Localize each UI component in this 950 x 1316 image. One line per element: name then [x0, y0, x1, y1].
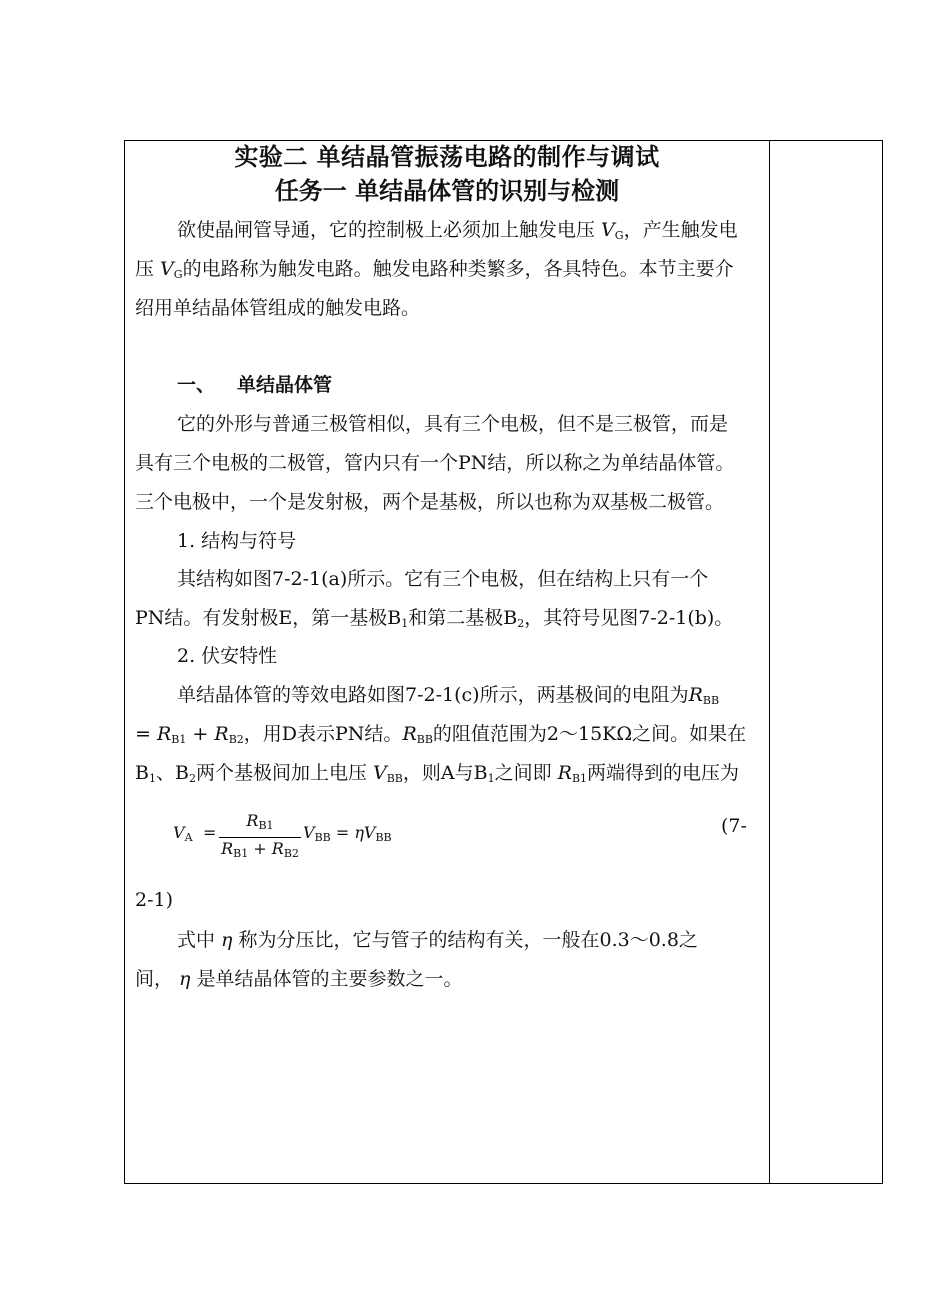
resistance-symbol: R [557, 762, 572, 784]
resistance-symbol: R [246, 811, 259, 830]
text-span: 的阻值范围为2～15KΩ之间。如果在 [432, 723, 747, 745]
equals-sign: = [203, 823, 217, 842]
section-para-line-1: 它的外形与普通三极管相似，具有三个电极，但不是三极管，而是 [177, 413, 729, 435]
voltage-formula [173, 811, 473, 871]
subscript: B2 [228, 733, 244, 746]
text-span: 和第二基极B [408, 607, 518, 629]
subscript: 1 [401, 617, 409, 630]
subscript: 2 [188, 772, 196, 785]
subscript: BB [375, 831, 392, 844]
intro-line-2 [135, 256, 761, 288]
subscript: A [184, 831, 193, 844]
equals-sign: = [330, 823, 355, 842]
text-span: 、B [155, 762, 189, 784]
subscript: BB [702, 694, 720, 707]
equation-number-continued: 2-1) [135, 889, 174, 911]
resistance-symbol: R [402, 723, 417, 745]
subscript: 2 [517, 617, 525, 630]
intro-text-1-end: ，产生触发电 [623, 219, 738, 241]
text-span: ，其符号见图7-2-1(b)。 [524, 607, 734, 629]
subscript: BB [314, 831, 331, 844]
intro-text-2b: 的电路称为触发电路。触发电路种类繁多，各具特色。本节主要介 [182, 258, 734, 280]
formula-lhs [173, 823, 193, 844]
text-span: 称为分压比，它与管子的结构有关，一般在0.3～0.8之 [232, 929, 698, 951]
page-subtitle: 任务一 单结晶体管的识别与检测 [274, 176, 620, 205]
eta-symbol: η [354, 823, 364, 842]
section-para-line-3: 三个电极中，一个是发射极，两个是基极，所以也称为双基极二极管。 [135, 491, 725, 513]
text-span: 是单结晶体管的主要参数之一。 [190, 968, 463, 990]
subscript: BB [416, 733, 433, 746]
subscript: 1 [487, 772, 495, 785]
subsection-2-line-2 [135, 721, 761, 753]
intro-text-2a: 压 [135, 258, 161, 280]
content-table [124, 140, 883, 1184]
intro-line-1 [177, 217, 803, 249]
section-para-line-2: 具有三个电极的二极管，管内只有一个PN结，所以称之为单结晶体管。 [135, 452, 735, 474]
resistance-symbol: R [688, 684, 703, 706]
voltage-symbol: V [173, 823, 185, 842]
text-span: 两个基极间加上电压 [195, 762, 373, 784]
conclusion-line-1 [177, 927, 803, 953]
resistance-symbol: + R [248, 839, 284, 858]
text-span: + [186, 723, 215, 745]
eta-symbol: η [221, 929, 233, 951]
subscript: B2 [283, 847, 299, 860]
subsection-1-line-2 [135, 605, 761, 637]
voltage-symbol: V [160, 258, 174, 280]
side-cell [770, 141, 882, 1183]
section-heading [177, 372, 803, 398]
resistance-symbol: R [221, 839, 234, 858]
text-span: = [135, 723, 157, 745]
subscript: B1 [171, 733, 187, 746]
intro-line-3: 绍用单结晶体管组成的触发电路。 [135, 297, 421, 319]
text-span: 两端得到的电压为 [587, 762, 740, 784]
voltage-subscript: G [173, 268, 183, 281]
formula-fraction [219, 811, 301, 864]
text-span: B [135, 762, 149, 784]
resistance-symbol: R [214, 723, 229, 745]
text-span: ，用D表示PN结。 [243, 723, 403, 745]
subscript: B1 [258, 819, 274, 832]
subsection-1-heading: 1. 结构与符号 [177, 530, 297, 552]
voltage-subscript: G [614, 229, 624, 242]
main-cell [125, 141, 769, 1183]
voltage-symbol: V [363, 823, 376, 842]
text-span: 式中 [177, 929, 222, 951]
fraction-bar [219, 837, 301, 838]
formula-rhs [303, 823, 392, 844]
subscript: B1 [233, 847, 249, 860]
voltage-symbol: V [372, 762, 387, 784]
voltage-symbol: V [303, 823, 315, 842]
subsection-2-line-3 [135, 760, 761, 792]
fraction-denominator [219, 839, 301, 864]
subscript: BB [386, 772, 403, 785]
intro-text-1: 欲使晶闸管导通，它的控制极上必须加上触发电压 [177, 219, 602, 241]
text-span: ，则A与B [402, 762, 488, 784]
voltage-symbol: V [601, 219, 615, 241]
subscript: B1 [571, 772, 588, 785]
text-span: 间， [135, 968, 180, 990]
subsection-2-line-1 [177, 682, 803, 714]
section-number: 一、 [177, 374, 216, 396]
subsection-1-line-1: 其结构如图7-2-1(a)所示。它有三个电极，但在结构上只有一个 [177, 568, 709, 590]
text-span: 之间即 [494, 762, 558, 784]
conclusion-line-2 [135, 966, 761, 992]
subscript: 1 [148, 772, 156, 785]
subsection-2-heading: 2. 伏安特性 [177, 645, 278, 667]
resistance-symbol: R [156, 723, 172, 745]
section-title: 单结晶体管 [237, 374, 333, 396]
eta-symbol: η [179, 968, 191, 990]
equation-number: (7- [721, 815, 747, 837]
text-span: 单结晶体管的等效电路如图7-2-1(c)所示，两基极间的电阻为 [177, 684, 689, 706]
page-title: 实验二 单结晶管振荡电路的制作与调试 [234, 142, 660, 171]
fraction-numerator [219, 811, 301, 836]
text-span: PN结。有发射极E，第一基极B [135, 607, 402, 629]
